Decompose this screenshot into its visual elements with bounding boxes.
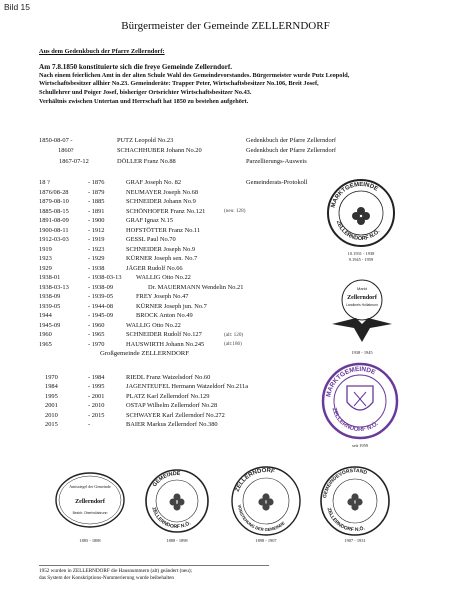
- seal-landkreis-icon: [326, 278, 398, 346]
- mayor-date-to: - 1984: [88, 374, 105, 381]
- mayor-date-to: - 1938-03-13: [88, 274, 122, 281]
- mayor-source: Gedenkbuch der Pfarre Zellerndorf: [246, 147, 336, 155]
- mayor-date-from: 1984: [45, 383, 58, 391]
- svg-text:ZELLERNDORF: ZELLERNDORF: [234, 467, 276, 493]
- mayor-name: HAUSWIRTH Johann No.245: [126, 340, 205, 348]
- seal-amtssiegel-icon: [54, 470, 126, 530]
- mayor-date-from: 1929: [39, 264, 52, 272]
- svg-text:GEMEINDE: GEMEINDE: [151, 470, 181, 489]
- mayor-date-from: 2001: [45, 402, 58, 410]
- seal-caption: 1885 - 1888: [79, 538, 101, 543]
- mayor-date-from: 1912-03-03: [39, 236, 69, 243]
- svg-text:Bezirk: Oberhollabrunn: Bezirk: Oberhollabrunn: [72, 511, 108, 515]
- footnote-line: 1952 wurden in ZELLERNDORF die Hausnummern (alt) geändert (neu);: [39, 568, 192, 574]
- svg-text:Zellerndorf: Zellerndorf: [75, 499, 105, 505]
- seal-caption: 10.1931 - 1938 9.1945 - 1959: [347, 251, 375, 262]
- mayor-date-to: - 1970: [88, 340, 105, 348]
- mayor-date-from: 1995: [45, 392, 58, 400]
- mayor-date-to: -: [88, 421, 91, 428]
- mayor-name: WALLIG Otto No.22: [126, 321, 181, 329]
- mayor-date-from: 1965: [39, 340, 52, 348]
- mayor-name: NEUMAYER Joseph No.68: [126, 188, 199, 196]
- mayor-date-from: 2015: [45, 421, 58, 428]
- mayor-date-from: 1938-01: [39, 274, 61, 281]
- grossgemeinde-heading: Großgemeinde ZELLERNDORF: [100, 350, 189, 357]
- mayor-date-from: 1945-09: [39, 321, 61, 329]
- svg-text:GEMEINDEVORSTAND: GEMEINDEVORSTAND: [322, 467, 368, 499]
- mayor-date-to: - 1885: [88, 198, 105, 205]
- intro-line: Verhältnis zwischen Untertan und Herrschaft hat 1850 zu bestehen aufgehört.: [39, 97, 249, 105]
- mayor-date-to: - 1938-09: [88, 283, 114, 291]
- mayor-date-to: - 1923: [88, 245, 105, 253]
- seal-caption: 1938 - 1945: [351, 350, 373, 355]
- seal-caption: 1888 - 1898: [166, 538, 188, 543]
- mayor-date-to: - 1995: [88, 383, 105, 391]
- mayor-date-from: 1879-08-10: [39, 198, 69, 205]
- mayor-name: SCHWAYER Karl Zellerndorf No.272: [126, 411, 225, 419]
- mayor-date-from: 1891-08-09: [39, 217, 69, 224]
- mayor-date-to: - 1919: [88, 236, 105, 243]
- mayor-date-to: - 1960: [88, 321, 105, 329]
- mayor-date-from: 1919: [39, 245, 52, 253]
- mayors-source-note: Gemeinderats-Protokoll: [246, 179, 308, 186]
- mayor-name: WALLIG Otto No.22: [136, 274, 191, 281]
- mayor-date-to: - 2001: [88, 392, 105, 400]
- seal-caption: 1898 - 1907: [255, 538, 277, 543]
- mayor-name: SCHACHHUBER Johann No.20: [117, 147, 202, 155]
- mayor-date-to: - 1945-09: [88, 312, 114, 319]
- mayor-date-from: 1885-08-15: [39, 207, 69, 215]
- svg-text:VORSTEHUNG DER GEMEINDE: VORSTEHUNG DER GEMEINDE: [237, 504, 286, 533]
- mayor-date-from: 1960: [39, 331, 52, 338]
- mayor-name: HOFSTÖTTER Franz No.11: [126, 226, 201, 234]
- intro-line: Schullehrer und Poiger Josef, bisheriger Ortsrichter Wirtschaftsbesitzer No.43.: [39, 89, 252, 97]
- mayor-date-to: - 1912: [88, 226, 105, 234]
- seal-marktgemeinde-icon: [326, 178, 396, 248]
- svg-text:Markt: Markt: [357, 286, 367, 291]
- mayor-name: KÜRNER Joseph jun. No.7: [136, 302, 207, 310]
- intro-line: Nach einem feierlichen Amt in der alten Schule Wahl des Gemeindevorstandes. Bürgermeister wurde Putz Leopold,: [39, 71, 350, 79]
- mayor-name: BAIER Markus Zellerndorf No.380: [126, 421, 218, 428]
- svg-text:Landkreis Hollabrunn: Landkreis Hollabrunn: [345, 303, 379, 307]
- mayor-date-from: 2010: [45, 411, 58, 419]
- mayor-name: FREY Joseph No.47: [136, 293, 189, 300]
- mayor-name: GESSL Paul No.70: [126, 236, 176, 243]
- page-label: Bild 15: [4, 2, 30, 12]
- mayor-date-from: 1970: [45, 374, 58, 381]
- seal-caption: seit 1959: [352, 443, 368, 448]
- mayor-source: Parzellierungs-Ausweis: [246, 157, 307, 165]
- seal-gemeindevorstand-icon: [318, 465, 392, 537]
- mayor-date-from: 1939-05: [39, 302, 61, 310]
- seal-caption: 1907 - 1931: [344, 538, 366, 543]
- footnote: [39, 565, 269, 582]
- mayor-date-from: 1850-08-07 -: [39, 137, 73, 144]
- svg-text:MARKTGEMEINDE: MARKTGEMEINDE: [330, 181, 379, 209]
- mayor-date-from: 18 ?: [39, 179, 50, 186]
- svg-text:ZELLERNDORF N.Ö.: ZELLERNDORF N.Ö.: [150, 506, 192, 531]
- seal-vorstehung-icon: [229, 465, 303, 537]
- svg-text:MARKTGEMEINDE: MARKTGEMEINDE: [325, 365, 377, 398]
- svg-text:ZELLERNDORF N.Ö.: ZELLERNDORF N.Ö.: [334, 219, 382, 243]
- mayor-name: JAGENTEUFEL Hermann Watzeldorf No.211a: [126, 383, 249, 391]
- mayor-date-from: 1938-09: [39, 293, 61, 300]
- mayor-date-from: 1923: [39, 255, 52, 262]
- mayor-name: PLATZ Karl Zellerndorf No.129: [126, 392, 210, 400]
- seal-gemeinde-icon: [143, 468, 211, 534]
- source-heading: Aus dem Gedenkbuch der Pfarre Zellerndorf:: [39, 48, 165, 55]
- mayor-date-to: - 1879: [88, 188, 105, 196]
- mayor-date-from: 1867-07-12: [59, 157, 89, 165]
- mayor-name: OSTAP Wilhelm Zellerndorf No.28: [126, 402, 218, 410]
- mayor-name: GRAF Ignaz N.15: [126, 217, 174, 224]
- mayor-date-from: 1938-03-13: [39, 283, 69, 291]
- mayor-date-to: - 2010: [88, 402, 105, 410]
- mayor-date-to: - 1929: [88, 255, 105, 262]
- mayor-name: Dr. MAUERMANN Wendelin No.21: [148, 283, 244, 291]
- mayor-date-to: - 2015: [88, 411, 105, 419]
- seal-marktgemeinde-purple-icon: [320, 362, 400, 440]
- mayor-name: JÄGER Rudolf No.66: [126, 264, 183, 272]
- mayor-date-to: - 1876: [88, 179, 105, 186]
- svg-text:Amtssiegel der Gemeinde: Amtssiegel der Gemeinde: [69, 484, 111, 489]
- svg-text:ZELLERNDORF N.Ö.: ZELLERNDORF N.Ö.: [330, 407, 380, 434]
- mayor-name: RIEDL Franz Watzelsdorf No.60: [126, 374, 211, 381]
- mayor-date-to: - 1891: [88, 207, 105, 215]
- mayor-date-to: - 1944-08: [88, 302, 114, 310]
- mayor-name: GRAF Joseph No. 82: [126, 179, 182, 186]
- mayor-date-from: 1900-08-11: [39, 226, 69, 234]
- mayor-name: DÖLLER Franz No.88: [117, 157, 176, 165]
- mayor-name: SCHNEIDER Johann No.9: [126, 198, 196, 205]
- svg-text:ZELLERNDORF N.Ö.: ZELLERNDORF N.Ö.: [325, 507, 366, 534]
- mayor-name: SCHNEIDER Joseph No.9: [126, 245, 196, 253]
- intro-text: [39, 63, 419, 107]
- mayor-house-note: (alt: 120): [224, 331, 244, 338]
- mayor-date-from: 1860?: [58, 147, 74, 155]
- mayor-source: Gedenkbuch der Pfarre Zellerndorf: [246, 137, 336, 144]
- mayor-date-to: - 1938: [88, 264, 105, 272]
- mayor-name: PUTZ Leopold No.23: [117, 137, 174, 144]
- mayor-house-note: (alt:186): [224, 341, 242, 348]
- intro-line: Am 7.8.1850 konstituierte sich die freye Gemeinde Zellerndorf.: [39, 63, 233, 71]
- svg-text:Zellerndorf: Zellerndorf: [347, 295, 377, 301]
- mayor-date-from: 1944: [39, 312, 52, 319]
- mayor-name: BROCK Anton No.49: [136, 312, 193, 319]
- mayor-name: KÜRNER Joseph sen. No.7: [126, 255, 198, 262]
- mayor-date-to: - 1900: [88, 217, 105, 224]
- mayor-date-to: - 1939-05: [88, 293, 114, 300]
- mayor-date-from: 1876/08-28: [39, 188, 69, 196]
- mayor-house-note: (neu: 128): [224, 208, 246, 215]
- footnote-line: das System der Konskriptions-Nummerierung wurde beibehalten: [39, 574, 174, 581]
- mayor-date-to: - 1965: [88, 331, 105, 338]
- mayor-name: SCHÖNHOFER Franz No.121: [126, 207, 206, 215]
- mayor-name: SCHNEIDER Rudolf No.127: [126, 331, 202, 338]
- intro-line: Wirtschaftsbesitzer allhier No.23. Gemeinderäte: Trapper Peter, Wirtschaftsbesitzer No.106, Breit Josef,: [39, 80, 319, 88]
- page-title: Bürgermeister der Gemeinde ZELLERNDORF: [121, 20, 330, 32]
